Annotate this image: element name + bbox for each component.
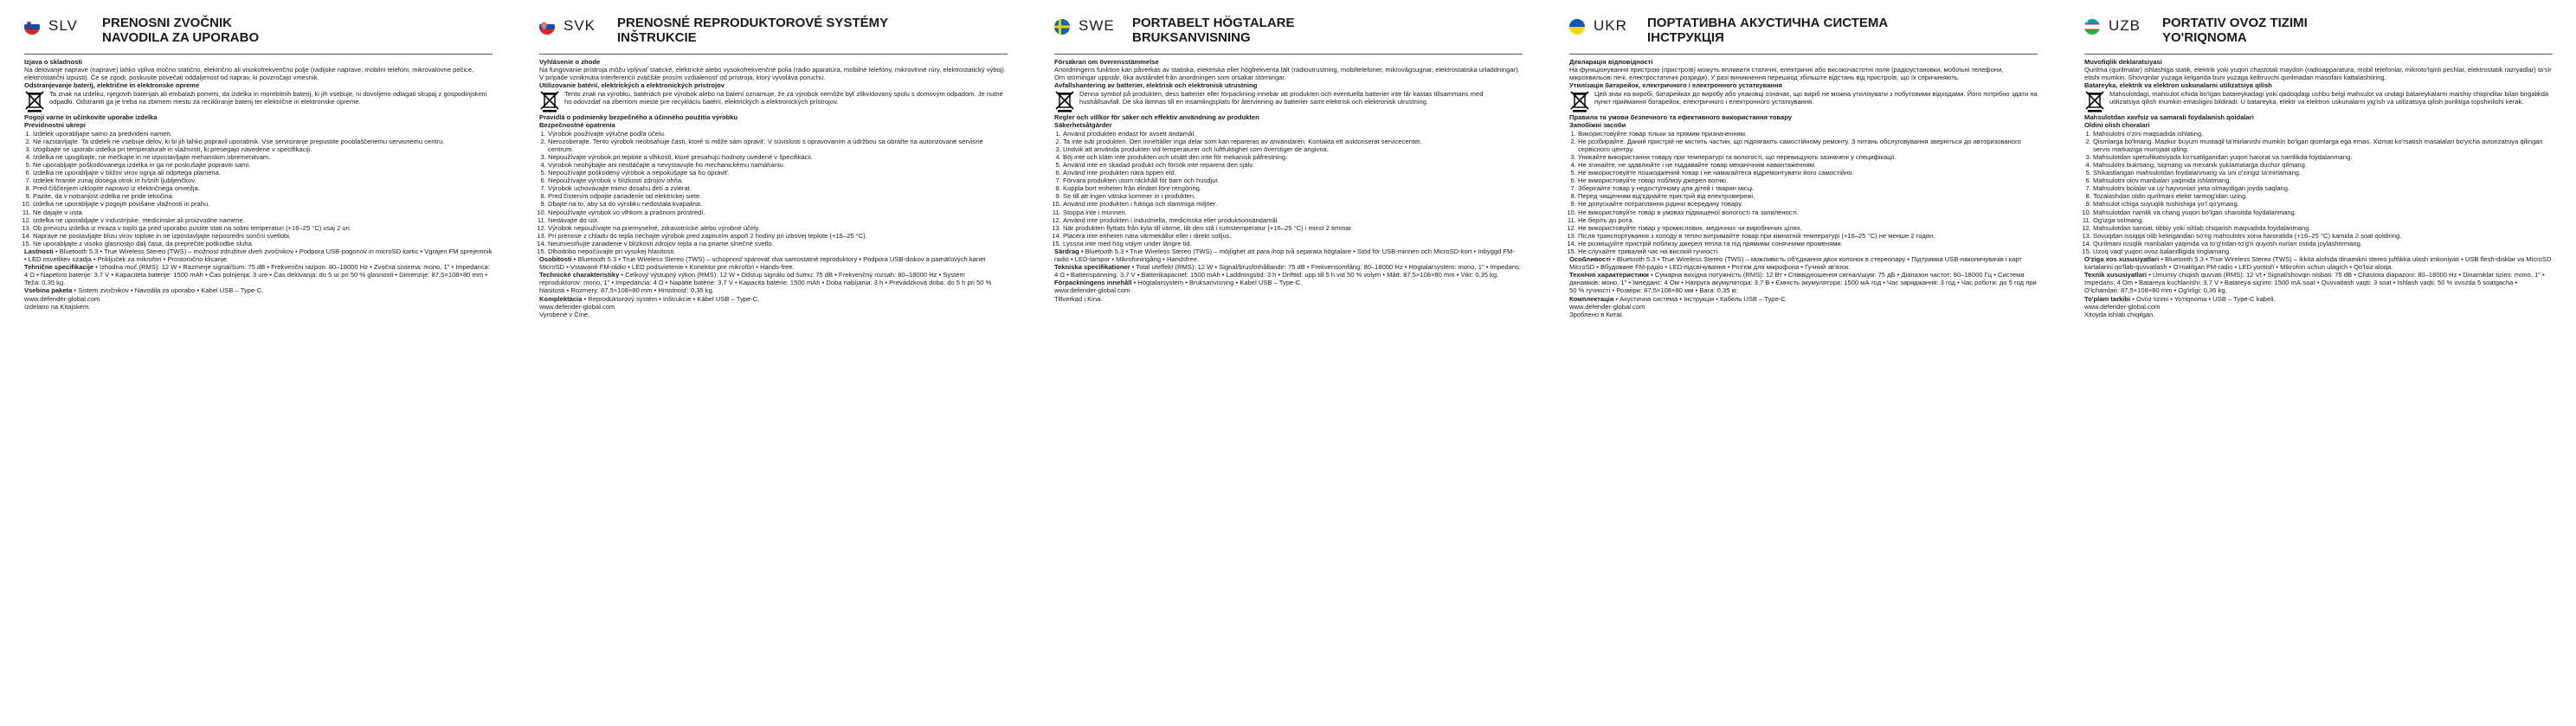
paragraph: Зроблено в Китаї.: [1569, 310, 1624, 318]
paragraph: Qurilma (qurilmalar) ishlashiga statik, elektrik yoki yuqori chastotali maydon (radioapparatura, mobil telefonlar, mikroto'lqinli pechlar, elektrostatik razryadlar) ta'sir etishi mumkin. Shovqinlar yuzaga kelganda buni yuzaga keltiruvchi qurilmadan masofani kattalashtiring.: [2084, 66, 2552, 82]
section-heading: Avfallshantering av batterier, elektrisk och elektronisk utrustning: [1054, 81, 1258, 90]
crossed-bin-icon: [539, 90, 560, 112]
column-header: [1569, 16, 2038, 55]
section-heading: Vsebina paketa: [24, 286, 73, 295]
column-title: PORTABELT HÖGTALARE BRUKSANVISNING: [1132, 16, 1295, 45]
crossed-bin-icon: [1054, 90, 1075, 112]
section-heading: Tehnične specifikacije: [24, 263, 94, 272]
list-item: 15. Dlhodobo nepočúvajte pri vysokej hlasitosti.: [548, 247, 1008, 255]
paragraph: Особливості • Bluetooth 5.3 • True Wireless Stereo (TWS) – можливість об'єднання двох колонок в стереопару • Підтримка USB-накопичувачів і карт MicroSD • Вбудоване FM-радіо • LED-підсвічування • Роз'єм для мікрофона • Гучний зв'язок.: [1569, 255, 2022, 272]
section-heading: Utilizovanie batérií, elektrických a elektronických prístrojov: [539, 81, 724, 90]
paragraph: Комплектація • Акустична система • Інструкція • Кабель USB – Type-C.: [1569, 294, 1787, 303]
list-item: 3. Mahsulotdan spetsifikatsiyada ko'rsatilganidan yuqori harorat va namlikda foydalanmang.: [2093, 153, 2553, 161]
list-item: 14. Не розміщуйте пристрій поблизу джерел тепла та під прямими сонячними променями.: [1578, 240, 2038, 247]
list-item: 5. Ne uporabljajte poškodovanega izdelka in ga ne poskušajte popraviti sami.: [33, 161, 493, 169]
list-item: 12. Výrobok nepoužívajte na priemyselné, zdravotnícke alebo výrobné účely.: [548, 224, 1008, 232]
section-heading: Правила та умови безпечного та ефективного використання товару: [1569, 113, 1792, 122]
list-item: 1. Använd produkten endast för avsett ändamål.: [1063, 130, 1523, 138]
paragraph: Mahsulotdagi, mahsulot ichida bo'lgan batareykadagi yoki qadoqdagi ushbu belgi mahsulot va undagi batareykalarni maishiy chiqindilar bilan birgalikda utilizatsiya qilish mumkin emasligini bildiradi. U batareyka, elektr va elektron uskunalarni yig'ish va utilizatsiya qilish punktiga topshirilishi kerak.: [2109, 90, 2549, 106]
section-heading: Förpackningens innehåll: [1054, 279, 1132, 287]
list-item: 10. Не використовуйте товар в умовах підвищеної вологості та запиленості.: [1578, 209, 2038, 216]
slovakia-flag-icon: [539, 19, 555, 35]
list-item: 7. Mahsulotni bolalar va uy hayvonlari yeta olmaydigan joyda saqlang.: [2093, 184, 2553, 192]
list-item: 9. Se till att ingen vätska kommer in i produkten.: [1063, 192, 1523, 200]
list-item: 14. Placera inte enheten nära värmekällor eller i direkt solljus.: [1063, 232, 1523, 240]
precautions-list: [1054, 130, 1523, 247]
paragraph: www.defender-global.com: [1054, 286, 1130, 295]
section-heading: Särdrag: [1054, 247, 1079, 255]
list-item: 6. Не використовуйте товар поблизу джерел вогню.: [1578, 177, 2038, 184]
list-item: 8. Перед чищенням від'єднайте пристрій від електромережі.: [1578, 192, 2038, 200]
list-item: 3. Уникайте використання товару при температурі та вологості, що перевищують зазначені у специфікації.: [1578, 153, 2038, 161]
list-item: 9. Не допускайте потрапляння рідини всередину товару.: [1578, 200, 2038, 208]
list-item: 8. Koppla bort enheten från elnätet före rengöring.: [1063, 184, 1523, 192]
list-item: 6. Izdelka ne uporabljajte v bližini virov ognja ali odprtega plamena.: [33, 169, 493, 177]
paragraph: На функціонування пристрою (пристроїв) можуть впливати статичні, електричні або високочастотні поля (радіоустановки, мобільні телефони, мікрохвильові печі, електростатичні розряди). У разі виникнення перешкод збільште відстань від пристроїв, що їх спричиняють.: [1569, 66, 2004, 82]
section-heading: Pravidlá o podmienky bezpečného a účinného použitia výrobku: [539, 113, 738, 122]
list-item: 12. Använd inte produkten i industriella, medicinska eller produktionsändamål.: [1063, 216, 1523, 224]
slovenia-flag-icon: [24, 19, 40, 35]
section-heading: Комплектація: [1569, 294, 1614, 303]
list-item: 11. Nedávajte do úst.: [548, 216, 1008, 224]
list-item: 5. Shikastlangan mahsulotdan foydalanmang va uni o'zingiz ta'mirlamang.: [2093, 169, 2553, 177]
list-item: 6. Nepoužívajte výrobok v blízkosti zdrojov ohňa.: [548, 177, 1008, 184]
column-title: PRENOSNI ZVOČNIK NAVODILA ZA UPORABO: [102, 16, 260, 45]
section-heading: Texnik xususiyatlari: [2084, 271, 2148, 279]
column-body: [24, 58, 493, 311]
list-item: 4. Не згинайте, не здавлюйте і не піддавайте товар механічним навантаженням.: [1578, 161, 2038, 169]
list-item: 5. Nepoužívajte poškodený výrobok a nepokúšajte sa ho opraviť.: [548, 169, 1008, 177]
section-heading: Regler och villkor för säker och effektiv användning av produkten: [1054, 113, 1259, 122]
section-heading: Muvofiqlik deklaratsiyasi: [2084, 58, 2162, 66]
column-header: [539, 16, 1008, 55]
section-heading: Säkerhetsåtgärder: [1054, 121, 1112, 130]
language-code: UKR: [1594, 17, 1627, 34]
paragraph: Förpackningens innehåll • Högtalarsystem • Bruksanvisning • Kabel USB – Type-C.: [1054, 279, 1303, 287]
column-title: PORTATIV OVOZ TIZIMI YO'RIQNOMA: [2162, 16, 2308, 45]
crossed-bin-icon: [2084, 90, 2105, 112]
paragraph: Tillverkad i Kina.: [1054, 294, 1103, 303]
disposal-notice: [1569, 90, 2038, 112]
section-heading: O'ziga xos xususiyatlari: [2084, 255, 2160, 264]
paragraph: Komplektácia • Reproduktorový systém • Inštrukcie • Kábel USB – Type-C.: [539, 294, 760, 303]
paragraph: Tehnične specifikacije • Izhodna moč (RMS): 12 W • Razmerje signal/šum: 75 dB • Frekvenčni razpon: 80–18000 Hz • Zvočna sistema: mono, 1" • Impedanca: 4 Ω • Napetost baterije: 3,7 V • Kapaciteta baterije: 1500 mAh • Čas polnjenja: 3 ure • Čas delovanja: do 5 ur pri 50 % glasnosti • Dimenzije: 87,5×108×80 mm • Teža: 0,35 kg.: [24, 263, 490, 287]
paragraph: Vyrobené v Číne.: [539, 310, 590, 318]
section-heading: To'plam tarkibi: [2084, 294, 2131, 303]
list-item: 15. Ne uporabljajte z visoko glasnostjo dalj časa, da preprečite poškodbe sluha.: [33, 240, 493, 247]
section-heading: Vyhlásenie o zhode: [539, 58, 601, 66]
list-item: 8. Pred čistením odpojte zariadenie od elektrickej siete.: [548, 192, 1008, 200]
list-item: 4. Izdelka ne upogibajte, ne mečkajte in ne izpostavljajte mehanskim obremenitvam.: [33, 153, 493, 161]
list-item: 3. Izogibajte se uporabi izdelka pri temperaturah in vlažnosti, ki presegajo navedene v specifikaciji.: [33, 145, 493, 153]
paragraph: www.defender-global.com: [539, 302, 615, 311]
list-item: 2. Qismlarga bo'lmang. Mazkur buyum mustaqil ta'mirlanishi mumkin bo'lgan qismlarga ega emas. Xizmat ko'rsatish masalalari bo'yicha avtorizatsiya qilingan servis markaziga murojaat qiling.: [2093, 138, 2553, 153]
list-item: 1. Використовуйте товар тільки за прямим призначенням.: [1578, 130, 2038, 138]
language-code: UZB: [2109, 17, 2141, 34]
paragraph: Цей знак на виробі, батарейках до виробу або упаковці означає, що виріб не можна утилізувати з побутовими відходами. Його потрібно здати на пункт приймання батарейок, електричного і електронного устаткування.: [1594, 90, 2038, 106]
section-heading: Komplektácia: [539, 294, 583, 303]
precautions-list: [24, 130, 493, 247]
disposal-notice: [2084, 90, 2553, 112]
list-item: 9. Dbajte na to, aby sa do výrobku nedostala kvapalina.: [548, 200, 1008, 208]
section-heading: Oldini olish choralari: [2084, 121, 2150, 130]
paragraph: Särdrag • Bluetooth 5.3 • True Wireless Stereo (TWS) – möjlighet att para ihop två separata högtalare • Stöd för USB-minnen och MicroSD-kort • Inbyggd FM-radio • LED-lampor • Mikrofoningång • Handsfree.: [1054, 247, 1515, 264]
crossed-bin-icon: [1569, 90, 1590, 112]
precautions-list: [1569, 130, 2038, 256]
list-item: 7. Izdelek hranite zunaj dosega otrok in hišnih ljubljenčkov.: [33, 177, 493, 184]
paragraph: Technické charakteristiky • Celkový výstupný výkon (RMS): 12 W • Odstup signálu od šumu: 75 dB • Frekvenčný rozsah: 80–18000 Hz • Systém reproduktorov: mono, 1" • Impedancia: 4 Ω • Napätie batérie: 3,7 V • Kapacita batérie: 1500 mAh • Doba nabíjania: 3 h • Prevádzková doba: do 5 h pri 50 % hlasitosti • Rozmery: 87,5×108×80 mm • Hmotnosť: 0,35 kg.: [539, 271, 992, 295]
list-item: 4. Výrobok neohýbajte ani nestláčajte a nevystavujte ho mechanickému namáhaniu.: [548, 161, 1008, 169]
section-heading: Odstranjevanje baterij, električne in elektronske opreme: [24, 81, 200, 90]
list-item: 13. När produkten flyttats från kyla till värme, låt den stå i rumstemperatur (+16–25 °C) i minst 2 timmar.: [1063, 224, 1523, 232]
paragraph: Osobitosti • Bluetooth 5.3 • True Wireless Stereo (TWS) – schopnosť spárovať dva samostatné reproduktory • Podpora USB-diskov a pamäťových kariet MicroSD • Vstavané FM-rádio • LED podsvietenie • Konektor pre mikrofón • Hands-free.: [539, 255, 986, 272]
list-item: 15. Uzoq vaqt yuqori ovoz balandligida tinglamang.: [2093, 247, 2553, 255]
list-item: 1. Mahsulotni o'zini maqsadida ishlating.: [2093, 130, 2553, 138]
list-item: 9. Mahsulot ichiga suyuqlik tushishiga yo'l qo'ymang.: [2093, 200, 2553, 208]
language-column-ukr: [1545, 0, 2060, 726]
language-column-slv: [0, 0, 515, 726]
section-heading: Technické charakteristiky: [539, 271, 620, 279]
paragraph: Anordningens funktion kan påverkas av statiska, elektriska eller högfrekventa fält (radioutrustning, mobiltelefoner, mikrovågsugnar, elektrostatiska urladdningar). Om störningar uppstår, öka avståndet från anordningen som orsakar störningar.: [1054, 66, 1520, 82]
list-item: 2. Nerozoberajte. Tento výrobok neobsahuje časti, ktoré si môže sám opraviť. V súvislosti s opravovaním a údržbou sa obráťte na autorizované servisné centrum.: [548, 138, 1008, 153]
column-body: [1569, 58, 2038, 318]
list-item: 6. Använd inte produkten nära öppen eld.: [1063, 169, 1523, 177]
paragraph: Texnik xususiyatlari • Umumiy chiqish quvvati (RMS): 12 Vt • Signal/shovqin nisbati: 75 dB • Chastota diapazoni: 80–18000 Hz • Dinamiklar tizimi: mono, 1" • Impedans: 4 Om • Batareya kuchlanishi: 3,7 V • Batareya sig'imi: 1500 mA·soat • Quvvatlash vaqti: 3 soat • Ishlash vaqti: 50 % ovozda 5 soatgacha • O'lchamlari: 87,5×108×80 mm • Og'irligi: 0,35 kg.: [2084, 271, 2545, 295]
list-item: 13. Pri prenose z chladu do tepla nechajte výrobok pred zapnutím aspoň 2 hodiny pri izbovej teplote (+16–25 °C).: [548, 232, 1008, 240]
paragraph: Lastnosti • Bluetooth 5.3 • True Wireless Stereo (TWS) – možnost združitve dveh zvočnikov • Podpora USB-pogonov in microSD kartic • Vgrajen FM sprejemnik • LED osvetlitev ozadja • Priključek za mikrofon • Prostoročno klicanje.: [24, 247, 493, 264]
list-item: 12. Izdelka ne uporabljajte v industrijske, medicinske ali proizvodne namene.: [33, 216, 493, 224]
list-item: 8. Tozalashdan oldin qurilmani elektr tarmog'idan uzing.: [2093, 192, 2553, 200]
column-title: PRENOSNÉ REPRODUKTOROVÉ SYSTÉMY INŠTRUKCIE: [617, 16, 889, 45]
list-item: 14. Qurilmani issiqlik manbalari yaqinida va to'g'ridan-to'g'ri quyosh nurlari ostida joylashtirmang.: [2093, 240, 2553, 247]
list-item: 3. Nepoužívajte výrobok pri teplote a vlhkosti, ktoré presahujú hodnoty uvedené v špecifikácii.: [548, 153, 1008, 161]
uzbekistan-flag-icon: [2084, 19, 2100, 35]
column-header: [1054, 16, 1523, 55]
list-item: 13. Ob prevozu izdelka iz mraza v toplo ga pred uporabo pustite stati na sobni temperaturi (+16–25 °C) vsaj 2 uri.: [33, 224, 493, 232]
list-item: 8. Pred čiščenjem izklopite napravo iz električnega omrežja.: [33, 184, 493, 192]
section-heading: Osobitosti: [539, 255, 572, 264]
list-item: 7. Зберігайте товар у недоступному для дітей і тварин місці.: [1578, 184, 2038, 192]
section-heading: Технічні характеристики: [1569, 271, 1649, 279]
list-item: 13. Після транспортування з холоду в тепло витримайте товар при кімнатній температурі (+16–25 °C) не менше 2 годин.: [1578, 232, 2038, 240]
list-item: 11. Stoppa inte i munnen.: [1063, 209, 1523, 216]
list-item: 6. Mahsulotni olov manbalari yaqinida ishlatmang.: [2093, 177, 2553, 184]
precautions-list: [2084, 130, 2553, 256]
list-item: 5. Använd inte en skadad produkt och försök inte reparera den själv.: [1063, 161, 1523, 169]
paragraph: Na delovanje naprave (naprave) lahko vpliva močno statično, električno ali visokofrekvenčno polje (radijske naprave, mobilni telefoni, mikrovalovne pečice, elektrostatični izpusti). Če se zgodi, poskusite povečati oddaljenost od naprav, ki povzročajo vmesnik.: [24, 66, 474, 82]
list-item: 1. Výrobok používajte výlučne podľa účelu.: [548, 130, 1008, 138]
list-item: 15. Lyssna inte med hög volym under längre tid.: [1063, 240, 1523, 247]
disposal-notice: [539, 90, 1008, 112]
paragraph: Denna symbol på produkten, dess batterier eller förpackning innebär att produkten och eventuella batterier inte får kastas tillsammans med hushållsavfall. De ska lämnas till en insamlingsplats för återvinning av batterier samt elektrisk och elektronisk utrustning.: [1079, 90, 1484, 106]
section-heading: Особливості: [1569, 255, 1611, 264]
crossed-bin-icon: [24, 90, 45, 112]
sweden-flag-icon: [1054, 19, 1070, 35]
list-item: 3. Undvik att använda produkten vid temperaturer och luftfuktighet som överstiger de angivna.: [1063, 145, 1523, 153]
section-heading: Mahsulotdan xavfsiz va samarali foydalanish qoidalari: [2084, 113, 2254, 122]
column-header: [24, 16, 493, 55]
section-heading: Запобіжні засоби: [1569, 121, 1626, 130]
section-heading: Декларація відповідності: [1569, 58, 1653, 66]
paragraph: Tekniska specifikationer • Total uteffekt (RMS): 12 W • Signal/brusförhållande: 75 dB • Frekvensomfång: 80–18000 Hz • Högtalarsystem: mono, 1" • Impedans: 4 Ω • Batterispänning: 3,7 V • Batterikapacitet: 1500 mAh • Laddningstid: 3 h • Drifttid: upp till 5 h vid 50 % volym • Mått: 87,5×108×80 mm • Vikt: 0,35 kg.: [1054, 263, 1521, 279]
list-item: 12. Не використовуйте товар у промислових, медичних чи виробничих цілях.: [1578, 224, 2038, 232]
list-item: 10. Nepoužívajte výrobok vo vlhkom a prašnom prostredí.: [548, 209, 1008, 216]
list-item: 14. Naprave ne postavljajte blizu virov toplote in ne izpostavljajte neposredni sončni svetlobi.: [33, 232, 493, 240]
paragraph: Tento znak na výrobku, batériách pre výrobok alebo na balení oznamuje, že za výrobok nemôže byť zlikvidovaný spolu s domovým odpadom. Je nutné ho odovzdať na zbernom mieste pre recykláciu batérií, elektrických a elektronických prístrojov.: [564, 90, 1003, 106]
list-item: 5. Не використовуйте пошкоджений товар і не намагайтеся відремонтувати його самостійно.: [1578, 169, 2038, 177]
section-heading: Batareyka, elektrik va elektron uskunalarni utilizatsiya qilish: [2084, 81, 2272, 90]
list-item: 13. Sovuqdan issiqqa olib kelingandan so'ng mahsulotni xona haroratida (+16–25 °C) kamida 2 soat qoldiring.: [2093, 232, 2553, 240]
list-item: 15. Не слухайте тривалий час на високій гучності.: [1578, 247, 2038, 255]
section-heading: Previdnostni ukrepi: [24, 121, 86, 130]
list-item: 11. Og'izga solmang.: [2093, 216, 2553, 224]
precautions-list: [539, 130, 1008, 256]
ukraine-flag-icon: [1569, 19, 1585, 35]
section-heading: Утилізація батарейок, електричного і електронного устаткування: [1569, 81, 1782, 90]
list-item: 10. Izdelka ne uporabljajte v pogojih povišane vlažnosti in prahu.: [33, 200, 493, 208]
section-heading: Izjava o skladnosti: [24, 58, 83, 66]
paragraph: Технічні характеристики • Сумарна вихідна потужність (RMS): 12 Вт • Співвідношення сигнал/шум: 75 дБ • Діапазон частот: 80–18000 Гц • Система динаміків: моно, 1" • Імпеданс: 4 Ом • Напруга акумулятора: 3,7 В • Ємність акумулятора: 1500 мА·год • Час заряджання: 3 год • Час роботи: до 5 год при 50 % гучності • Розміри: 87,5×108×80 мм • Вага: 0,35 кг.: [1569, 271, 2037, 295]
list-item: 1. Izdelek uporabljajte samo za predvideni namen.: [33, 130, 493, 138]
paragraph: O'ziga xos xususiyatlari • Bluetooth 5.3 • True Wireless Stereo (TWS) – ikkita alohida dinamikni stereo juftlikka ulash imkoniyati • USB flesh-disklar va MicroSD kartalarini qo'llab-quvvatlash • O'rnatilgan FM-radio • LED yoritish • Mikrofon uchun ulagich • Qo'lsiz aloqa.: [2084, 255, 2552, 272]
paragraph: www.defender-global.com: [1569, 302, 1645, 311]
language-column-svk: [515, 0, 1030, 726]
language-column-uzb: [2060, 0, 2575, 726]
list-item: 2. Ne razstavljajte. Ta izdelek ne vsebuje delov, ki bi jih lahko popravil uporabnik. Vse servisiranje prepustite pooblaščenemu servisnemu centru.: [33, 138, 493, 145]
column-body: [1054, 58, 1523, 303]
list-item: 10. Mahsulotdan namlik va chang yuqori bo'lgan sharoitda foydalanmang.: [2093, 209, 2553, 216]
list-item: 2. Не розбирайте. Даний пристрій не містить частин, що підлягають самостійному ремонту. З питань обслуговування зверніться до авторизованого сервісного центру.: [1578, 138, 2038, 153]
column-title: ПОРТАТИВНА АКУСТИЧНА СИСТЕМА ІНСТРУКЦІЯ: [1647, 16, 1889, 45]
list-item: 9. Pazite, da v notranjost izdelka ne pride tekočina.: [33, 192, 493, 200]
paragraph: Xitoyda ishlab chiqilgan.: [2084, 310, 2155, 318]
list-item: 11. Не беріть до рота.: [1578, 216, 2038, 224]
list-item: 11. Ne dajajte v usta.: [33, 209, 493, 216]
disposal-notice: [24, 90, 493, 112]
paragraph: Ta znak na izdelku, njegovih baterijah ali embalaži pomeni, da izdelka in morebitnih baterij, ki jih vsebuje, ni dovoljeno odlagati skupaj z gospodinjskimi odpadki. Odstraniti ga je treba na zbirnem mestu za recikliranje baterij ter električne in elektronske opreme.: [49, 90, 487, 106]
list-item: 10. Använd inte produkten i fuktiga och dammiga miljöer.: [1063, 200, 1523, 208]
list-item: 14. Neumiestňujte zariadenie v blízkosti zdrojov tepla a na priame slnečné svetlo.: [548, 240, 1008, 247]
paragraph: www.defender-global.com: [24, 294, 100, 303]
paragraph: www.defender-global.com: [2084, 302, 2161, 311]
paragraph: Izdelano na Kitajskem.: [24, 302, 91, 311]
list-item: 12. Mahsulotdan sanoat, tibbiy yoki ishlab chiqarish maqsadida foydalanmang.: [2093, 224, 2553, 232]
language-code: SLV: [48, 17, 78, 34]
section-heading: Tekniska specifikationer: [1054, 263, 1130, 272]
section-heading: Lastnosti: [24, 247, 54, 255]
list-item: 7. Výrobok uchovávajte mimo dosahu detí a zvierat.: [548, 184, 1008, 192]
disposal-notice: [1054, 90, 1523, 112]
list-item: 4. Mahsulotni bukmang, siqmang va mexanik yuklamalarga duchor qilmang.: [2093, 161, 2553, 169]
list-item: 2. Ta inte isär produkten. Den innehåller inga delar som kan repareras av användaren. Kontakta ett auktoriserat servicecenter.: [1063, 138, 1523, 145]
column-body: [2084, 58, 2553, 318]
language-code: SWE: [1079, 17, 1115, 34]
language-code: SVK: [564, 17, 596, 34]
column-body: [539, 58, 1008, 318]
paragraph: Na fungovanie prístroja môžu vplývať statické, elektrické alebo vysokofrekvenčné polia (rádio aparatúra, mobilné telefóny, mikrovlnné rúry, elektrostatický výboj). V prípade vzniknutia interferencií zväčšite prosím vzdialenosť od prístroja, ktorý vyvoláva poruchu.: [539, 66, 1007, 82]
paragraph: Vsebina paketa • Sistem zvočnikov • Navodila za uporabo • Kabel USB – Type-C.: [24, 286, 264, 295]
column-header: [2084, 16, 2553, 55]
list-item: 4. Böj inte och kläm inte produkten och utsätt den inte för mekanisk påfrestning.: [1063, 153, 1523, 161]
section-heading: Bezpečnostné opatrenia: [539, 121, 615, 130]
paragraph: To'plam tarkibi • Ovoz tizimi • Yo'riqnoma • USB – Type-C kabeli.: [2084, 294, 2276, 303]
language-column-swe: [1030, 0, 1545, 726]
section-heading: Försäkran om överensstämmelse: [1054, 58, 1159, 66]
list-item: 7. Förvara produkten utom räckhåll för barn och husdjur.: [1063, 177, 1523, 184]
section-heading: Pogoji varne in učinkovite uporabe izdelka: [24, 113, 158, 122]
